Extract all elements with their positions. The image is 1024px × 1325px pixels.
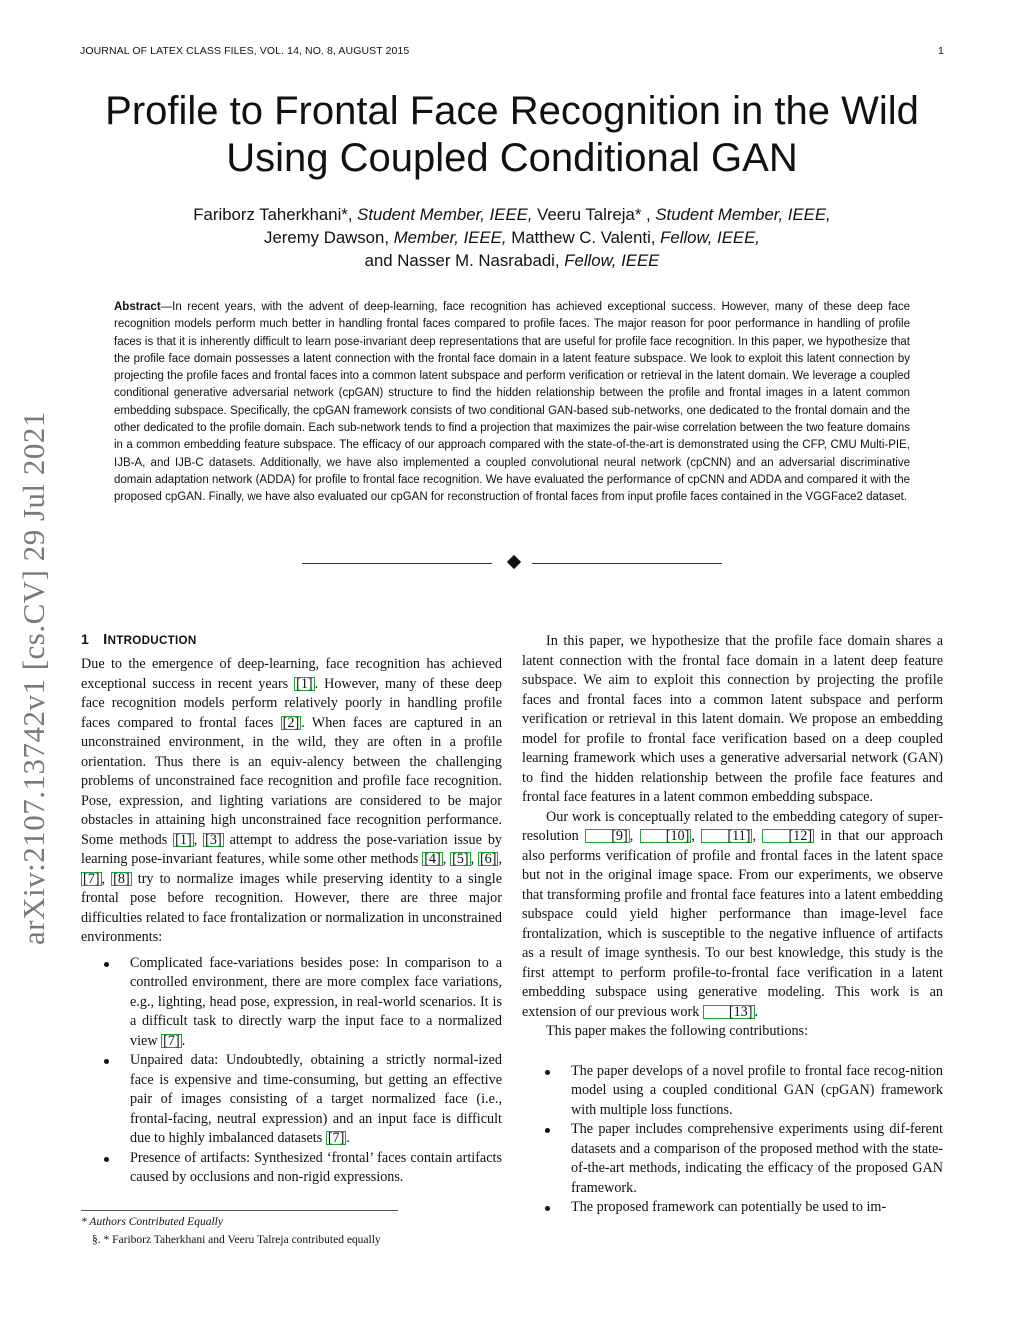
citation-link[interactable]: [5] — [452, 851, 469, 867]
citation-link[interactable]: [1] — [296, 675, 313, 692]
section-title-rest: NTRODUCTION — [107, 634, 197, 647]
author-line-1 — [60, 203, 964, 226]
abstract-label: Abstract — [114, 301, 161, 313]
citation-link[interactable]: [3] — [205, 831, 222, 848]
page-number: 1 — [938, 45, 944, 57]
abstract-dash: — — [160, 301, 173, 313]
list-item — [81, 1149, 502, 1188]
paragraph: This paper makes the following contributions: — [546, 1023, 809, 1039]
text-run: . However, many of these deep face recognition models perform relatively poorly in handling profile faces compared to frontal faces — [81, 675, 502, 731]
bullet-icon — [104, 1157, 109, 1162]
text-run: . When faces are captured in an unconstrained environment, in the wild, they are often in a profile orientation. Thus there is an equiv-alency between the challenging problems of unconstrained face recognition and profile face recognition. Pose, expression, and lighting variations are considered to be major obstacles in attaining high unconstrained face recognition performance. Some methods — [81, 714, 502, 848]
text-run: , — [629, 828, 640, 844]
citation-link[interactable]: [4] — [424, 851, 441, 867]
list-item — [522, 1062, 943, 1121]
abstract — [114, 299, 910, 507]
text-run: . — [754, 1003, 759, 1020]
text-run: try to normalize images while preserving identity to a single frontal pose before recognition. However, there are three major difficulties related to face frontalization or normalization in unconstrained environments: — [81, 870, 502, 945]
text-run: , — [691, 828, 702, 844]
author-block — [60, 203, 964, 272]
list-item — [522, 1198, 943, 1218]
bullet-icon — [545, 1070, 550, 1075]
text-run: . — [346, 1130, 350, 1146]
arxiv-stamp: arXiv:2107.13742v1 [cs.CV] 29 Jul 2021 — [16, 411, 51, 945]
difficulty-list — [81, 954, 502, 1188]
list-item-text: The proposed framework can potentially be used to im- — [571, 1199, 887, 1215]
title-line-2: Using Coupled Conditional GAN — [226, 136, 798, 180]
citation-link[interactable]: [7] — [327, 1130, 345, 1146]
text-run: Our work is conceptually related to the embedding category of super-resolution — [522, 808, 943, 844]
author-name: Veeru Talreja* , — [532, 205, 656, 224]
text-run: , — [101, 870, 112, 887]
paragraph: In this paper, we hypothesize that the profile face domain shares a latent connection with the frontal face domain in a latent deep feature subspace. We aim to exploit this connection by projecting the profile faces and frontal faces into a common latent subspace and perform verification or retrieval in this latent domain. We propose an embedding model for profile to frontal face verification based on a deep coupled learning framework which uses a generative adversarial network (GAN) to find the hidden relationship between the profile face features and frontal face features in a latent common embedding subspace. — [522, 633, 943, 805]
section-number: 1 — [81, 631, 90, 647]
section-heading — [81, 631, 197, 648]
citation-link[interactable]: [11] — [701, 829, 752, 843]
citation-link[interactable]: [7] — [83, 870, 100, 887]
author-name: Jeremy Dawson, — [264, 228, 394, 247]
citation-link[interactable]: [8] — [113, 870, 130, 887]
title-line-1: Profile to Frontal Face Recognition in the Wild — [105, 89, 919, 133]
footnote: * Authors Contributed Equally — [81, 1216, 223, 1228]
running-header: JOURNAL OF LATEX CLASS FILES, VOL. 14, NO. 8, AUGUST 2015 — [80, 45, 410, 57]
list-item — [81, 1051, 502, 1149]
list-item — [81, 954, 502, 1052]
list-item-text: The paper develops of a novel profile to frontal face recog-nition model using a coupled conditional GAN (cpGAN) framework with multiple loss functions. — [571, 1062, 943, 1118]
citation-link[interactable]: [10] — [640, 829, 692, 843]
author-name: Matthew C. Valenti, — [506, 228, 661, 247]
list-item — [522, 1120, 943, 1198]
citation-link[interactable]: [9] — [585, 829, 630, 843]
author-name: and Nasser M. Nasrabadi, — [364, 251, 565, 270]
citation-link[interactable]: [6] — [479, 851, 497, 867]
author-role: Student Member, IEEE, — [655, 205, 831, 224]
author-name: Fariborz Taherkhani*, — [193, 205, 358, 224]
paragraph — [81, 655, 502, 948]
text-run: , — [498, 851, 503, 867]
author-role: Fellow, IEEE, — [660, 228, 760, 247]
author-role: Student Member, IEEE, — [357, 205, 533, 224]
diamond-ornament-icon — [507, 555, 521, 569]
citation-link[interactable]: [2] — [282, 714, 300, 731]
text-run: Due to the emergence of deep-learning, face recognition has achieved exceptional success in recent years — [81, 656, 502, 692]
text-run: , — [193, 831, 204, 848]
text-run: , — [470, 851, 478, 867]
divider-rule-left — [302, 563, 492, 564]
citation-link[interactable]: [12] — [762, 829, 814, 843]
text-run: . — [181, 1032, 186, 1049]
author-line-3 — [60, 249, 964, 272]
right-column — [522, 632, 943, 1218]
footnote: §. * Fariborz Taherkhani and Veeru Talreja contributed equally — [92, 1234, 381, 1246]
paragraph — [522, 808, 943, 1023]
citation-link[interactable]: [1] — [175, 831, 192, 848]
text-run: in that our approach also performs verification of profile and frontal faces in the latent space but not in the original image space. From our experiments, we observe that transforming profile and frontal face features into a latent embedding subspace could yield higher performance than image-level face frontalization, which is susceptible to the negative influence of artifacts as a result of image synthesis. To our best knowledge, this study is the first attempt to perform profile-to-frontal face verification in a latent embedding subspace using generative modeling. This work is an extension of our previous work — [522, 828, 944, 1020]
left-column — [81, 655, 502, 1188]
author-line-2 — [60, 226, 964, 249]
citation-link[interactable]: [7] — [163, 1032, 180, 1049]
bullet-icon — [545, 1128, 550, 1133]
text-run: , — [752, 828, 763, 844]
footnote-rule — [81, 1210, 398, 1211]
citation-link[interactable]: [13] — [703, 1005, 755, 1019]
section-title-initial: I — [103, 631, 108, 648]
contributions-list — [522, 1062, 943, 1218]
author-role: Fellow, IEEE — [564, 251, 660, 270]
list-item-text: Unpaired data: Undoubtedly, obtaining a strictly normal-ized face is expensive and time-consuming, but getting an effective pair of images consisting of a target normalized face (i.e., frontal-facing, neutral expression) and an input face is difficult due to highly imbalanced datasets — [130, 1052, 502, 1146]
bullet-icon — [104, 1059, 109, 1064]
author-role: Member, IEEE, — [393, 228, 507, 247]
abstract-text: In recent years, with the advent of deep-learning, face recognition has achieved exceptional success. However, many of these deep face recognition models perform much better in handling frontal faces compared to profile faces. The major reason for poor performance in handling of profile faces is that it is inherently difficult to learn pose-invariant deep representations that are useful for profile face recognition. In this paper, we hypothesize that the profile face domain possesses a latent connection with the frontal face domain in a latent feature subspace. We look to exploit this latent connection by projecting the profile faces and frontal faces into a common latent subspace and perform verification or retrieval in the latent domain. We leverage a coupled conditional generative adversarial network (cpGAN) structure to find the hidden relationship between the profile and frontal images in a latent common embedding subspace. Specifically, the cpGAN framework consists of two conditional GAN-based sub-networks, one dedicated to the frontal domain and the other dedicated to the profile domain. Each sub-network tends to find a projection that maximizes the pair-wise correlation between the two feature domains in a common embedding feature subspace. The efficacy of our approach compared with the state-of-the-art is demonstrated using the CFP, CMU Multi-PIE, IJB-A, and IJB-C datasets. Additionally, we have also implemented a coupled convolutional neural network (cpCNN) and an adversarial discriminative domain adaptation network (ADDA) for profile to frontal face recognition. We have evaluated the performance of cpCNN and ADDA and compared it with the proposed cpGAN. Finally, we have also evaluated our cpGAN for reconstruction of frontal faces from input profile faces contained in the VGGFace2 dataset. — [114, 301, 910, 504]
text-run: attempt to address the pose-variation issue by learning pose-invariant features, while some other methods — [81, 831, 503, 867]
list-item-text: The paper includes comprehensive experiments using dif-ferent datasets and a comparison of the proposed method with the state-of-the-art methods, indicating the efficacy of the proposed GAN framework. — [571, 1121, 943, 1196]
bullet-icon — [545, 1206, 550, 1211]
text-run: , — [442, 851, 451, 867]
divider-rule-right — [532, 563, 722, 564]
list-item-text: Presence of artifacts: Synthesized ‘frontal’ faces contain artifacts caused by occlusions and non-rigid expressions. — [130, 1149, 502, 1185]
paper-title — [60, 88, 964, 182]
bullet-icon — [104, 962, 109, 967]
list-item-text: Complicated face-variations besides pose: In comparison to a controlled environment, there are more complex face variations, e.g., lighting, head pose, expression, in real-world scenarios. It is a difficult task to directly warp the input face to a normalized view — [130, 954, 502, 1049]
